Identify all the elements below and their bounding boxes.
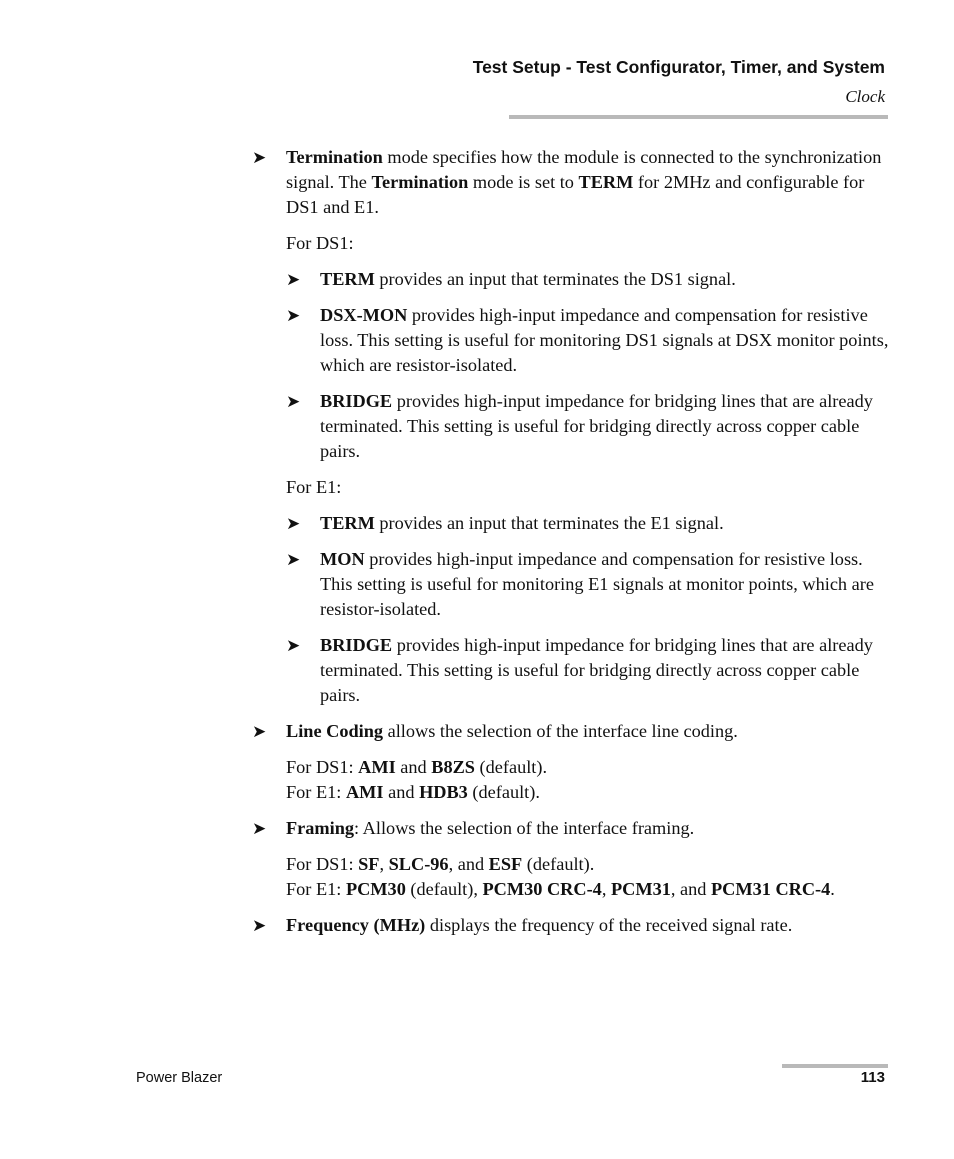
arrow-bullet-icon: ➤ xyxy=(286,514,301,533)
arrow-bullet-icon: ➤ xyxy=(252,148,267,167)
footer-rule xyxy=(782,1064,888,1068)
list-item: ➤ DSX-MON provides high-input impedance and compensation for resistive loss. This setting is useful for monitoring DS1 signals at DSX monitor points, which are resistor-isolated. xyxy=(286,305,889,375)
termination-item: ➤ Termination mode specifies how the module is connected to the synchronization signal. The Termination mode is set to TERM for 2MHz and configurable for DS1 and E1. xyxy=(252,147,882,217)
footer-product: Power Blazer xyxy=(136,1070,223,1086)
arrow-bullet-icon: ➤ xyxy=(286,306,301,325)
frequency-item: ➤ Frequency (MHz) displays the frequency of the received signal rate. xyxy=(252,913,892,938)
arrow-bullet-icon: ➤ xyxy=(252,722,267,741)
page-number: 113 xyxy=(860,1069,885,1086)
header-rule xyxy=(509,115,888,119)
line-coding-values: For DS1: AMI and B8ZS (default). For E1: AMI and HDB3 (default). xyxy=(286,757,548,802)
header-subtitle: Clock xyxy=(845,87,885,106)
framing-item: ➤ Framing: Allows the selection of the interface framing. xyxy=(252,816,892,841)
list-item: ➤ TERM provides an input that terminates the DS1 signal. xyxy=(252,267,892,292)
page-content xyxy=(252,145,892,938)
framing-values: For DS1: SF, SLC-96, and ESF (default). For E1: PCM30 (default), PCM30 CRC-4, PCM31, and PCM31 CRC-4. xyxy=(286,854,835,899)
line-coding-item: ➤ Line Coding allows the selection of the interface line coding. xyxy=(252,719,892,744)
arrow-bullet-icon: ➤ xyxy=(286,636,301,655)
arrow-bullet-icon: ➤ xyxy=(252,916,267,935)
list-item: ➤ TERM provides an input that terminates the E1 signal. xyxy=(252,511,892,536)
list-item: ➤ BRIDGE provides high-input impedance for bridging lines that are already terminated. This setting is useful for bridging directly across copper cable pairs. xyxy=(286,635,873,705)
arrow-bullet-icon: ➤ xyxy=(286,392,301,411)
ds1-label: For DS1: xyxy=(286,233,354,253)
list-item: ➤ BRIDGE provides high-input impedance for bridging lines that are already terminated. This setting is useful for bridging directly across copper cable pairs. xyxy=(286,391,873,461)
list-item: ➤ MON provides high-input impedance and compensation for resistive loss. This setting is useful for monitoring E1 signals at monitor points, which are resistor-isolated. xyxy=(286,549,874,619)
arrow-bullet-icon: ➤ xyxy=(286,270,301,289)
arrow-bullet-icon: ➤ xyxy=(286,550,301,569)
e1-label: For E1: xyxy=(286,477,342,497)
arrow-bullet-icon: ➤ xyxy=(252,819,267,838)
header-title: Test Setup - Test Configurator, Timer, and System xyxy=(472,57,885,77)
